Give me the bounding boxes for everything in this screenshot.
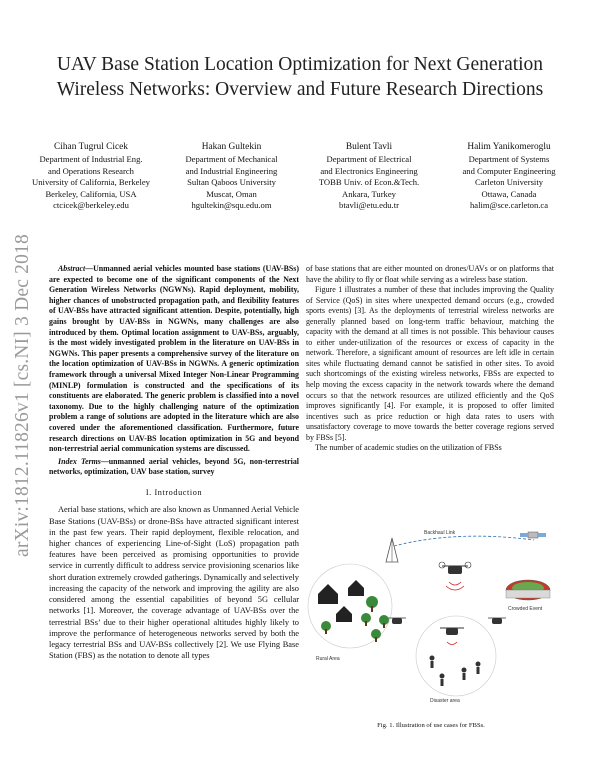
arxiv-id: arXiv:1812.11826v1 [cs.NI] 3 Dec 2018 xyxy=(12,234,33,557)
author-affiliation: Department of Industrial Eng. xyxy=(39,154,143,165)
author-affiliation: and Industrial Engineering xyxy=(185,165,278,176)
intro-paragraph: Aerial base stations, which are also known as Unmanned Aerial Vehicle Base Stations (UAV-BSs) or drone-BSs have attracted significant interest in the past few years. Their rapid deployment, flexible relocation, and higher chances of experiencing Line-of-Sight (LoS) propagation path features have been perceived as promising opportunities to provide service in currently difficult to address service provisioning scenarios like short duration extremely crowded gatherings. Dynamically and selectively increasing the capacity of the network and improving the agility are also considered among the essential capabilities of beyond 5G cellular networks [1]. Moreover, the coverage advantage of UAV-BSs over the terrestrial BSs’ due to their higher operational altitudes highly likely to improve the performance of heterogeneous networks served by both the legacy terrestrial BSs and UAV-BSs collectively [2]. We use Flying Base Station (FBS) as the notation to denote all types xyxy=(49,505,299,661)
author-affiliation: and Operations Research xyxy=(48,165,134,176)
figure-caption: Fig. 1. Illustration of use cases for FBSs. xyxy=(377,722,485,729)
rural-area-label: Rural Area xyxy=(316,656,340,662)
author-affiliation: Sultan Qaboos University xyxy=(187,177,276,188)
index-terms-text: —unmanned aerial vehicles, beyond 5G, non-terrestrial networks, optimization, UAV base station, survey xyxy=(49,456,299,477)
section-heading: I. Introduction xyxy=(145,487,203,497)
author-name: Hakan Gultekin xyxy=(201,142,262,152)
satellite-icon xyxy=(520,532,546,538)
author-1 xyxy=(18,142,164,211)
crowded-event-label: Crowded Event xyxy=(508,606,543,612)
author-name: Bulent Tavli xyxy=(345,142,393,152)
author-affiliation: and Computer Engineering xyxy=(462,165,556,176)
person-icon xyxy=(430,656,481,687)
figure-1 xyxy=(306,518,556,708)
author-affiliation: Department of Systems xyxy=(468,154,550,165)
author-affiliation: and Electronics Engineering xyxy=(320,165,418,176)
author-affiliation: Ankara, Turkey xyxy=(342,188,396,199)
abstract-label: Abstract xyxy=(58,264,86,273)
paper-title: UAV Base Station Location Optimization for Next Generation Wireless Networks: Overview and Future Research Directions xyxy=(56,54,544,100)
index-terms-label: Index Terms xyxy=(58,456,101,466)
author-name: Halim Yanikomeroglu xyxy=(467,142,551,152)
stadium-icon xyxy=(506,580,550,600)
author-name: Cihan Tugrul Cicek xyxy=(54,142,128,152)
use-case-illustration xyxy=(306,518,556,708)
author-affiliation: Department of Mechanical xyxy=(185,154,278,165)
drone-icon xyxy=(488,618,506,624)
author-affiliation: University of California, Berkeley xyxy=(32,177,150,188)
index-terms xyxy=(49,457,299,478)
abstract-text: —Unmanned aerial vehicles mounted base stations (UAV-BSs) are expected to become one of the significant components of the Next Generation Wireless Networks (NGWNs). Rapid deployment, mobility, higher chances of unobstructed propagation path, and flexibility features of UAV-BSs have attracted significant attention. Despite, potentially, high gains brought by UAV-BSs in NGWNs, many challenges are also introduced by them. Optimal location assignment to UAV-BSs, arguably, is the most widely investigated problem in the literature on UAV-BSs in NGWNs. This paper presents a comprehensive survey of the literature on the location optimization of UAV-BSs in NGWNs. A generic optimization framework through a universal Mixed Integer Non-Linear Programming (MINLP) formulation is constructed and the specifications of its constituents are elaborated. The generic problem is classified into a novel taxonomy. Due to the highly challenging nature of the optimization problem a range of solutions are adopted in the literature which are also covered under the aforementioned classification. Furthermore, future research directions on UAV-BS location optimization in 5G and beyond non-terrestrial aerial communication systems are discussed. xyxy=(49,264,299,454)
author-affiliation: Carleton University xyxy=(474,177,544,188)
paragraph: The number of academic studies on the utilization of FBSs xyxy=(315,443,502,453)
author-block xyxy=(18,142,596,211)
author-affiliation: Muscat, Oman xyxy=(206,188,257,199)
author-3 xyxy=(299,142,439,211)
backhaul-label: Backhaul Link xyxy=(424,530,456,536)
author-2 xyxy=(164,142,299,211)
author-email: btavli@etu.edu.tr xyxy=(339,200,399,211)
author-affiliation: Ottawa, Canada xyxy=(481,188,537,199)
base-station-tower-icon xyxy=(386,538,398,562)
author-email: hgultekin@squ.edu.om xyxy=(191,200,272,211)
disaster-area-label: Disaster area xyxy=(430,698,460,704)
drone-icon xyxy=(388,618,406,624)
paragraph-continued: of base stations that are either mounted on drones/UAVs or on platforms that have the ability to fly or float while serving as a wireless base station. xyxy=(306,264,554,284)
drone-icon xyxy=(440,628,464,645)
author-affiliation: Berkeley, California, USA xyxy=(45,188,137,199)
abstract xyxy=(49,264,299,455)
right-column xyxy=(306,264,554,454)
author-email: halim@sce.carleton.ca xyxy=(469,200,549,211)
author-4 xyxy=(439,142,579,211)
author-affiliation: TOBB Univ. of Econ.&Tech. xyxy=(318,177,420,188)
backhaul-link-line xyxy=(394,536,534,546)
left-column xyxy=(49,264,299,661)
author-email: ctcicek@berkeley.edu xyxy=(53,200,129,211)
author-affiliation: Department of Electrical xyxy=(326,154,412,165)
arxiv-stamp xyxy=(0,212,33,557)
house-icon xyxy=(318,580,364,622)
drone-icon xyxy=(439,562,471,590)
paragraph: Figure 1 illustrates a number of these that includes improving the Quality of Service (QoS) in sites where unexpected demand occurs (e.g., crowded sports events) [3]. As the deployments of terrestrial wireless networks are generally planned based on long-term traffic behaviour, matching the capacity with the demand at all times is not possible. This behaviour causes to either under-utilization of the resources or excess of capacity in the network. Therefore, a significant amount of resources are left idle in certain sites while fluctuating demand cannot be satisfied in other sites. To avoid such shortcomings of the existing wireless networks, FBSs are expected to help moving the excess capacity in the network towards where the demand occurs so that the network resources are utilized efficiently and the QoS improves significantly [4]. For example, it is proposed to offer limited incentives such as price reduction or high data rates to users with unsatisfactory coverage to move towards the better coverage regions served by FBSs [5]. xyxy=(306,285,554,442)
